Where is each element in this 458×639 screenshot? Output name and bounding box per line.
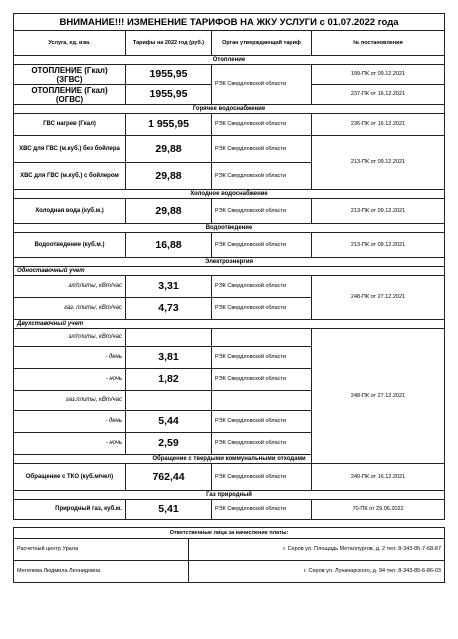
service-cell: Обращение с ТКО (куб.м/чел) [14,464,126,491]
contact-address: г. Серов ул. Площадь Металлургов, д. 2 тел: 8-343-85-7-68-87 [189,539,445,561]
section-sewage: Водоотведение [14,224,445,233]
header-decree: № постановления [312,31,445,56]
contact-name: Метелева Людмила Леонидовна [14,561,189,583]
tariff-value: 1 955,95 [126,114,212,136]
authority-cell: РЭК Свердловской области [212,276,312,298]
tariff-value: 5,41 [126,500,212,520]
table-row [14,464,445,491]
authority-cell: РЭК Свердловской области [212,433,312,455]
contact-address: г. Серов ул. Луначарского, д. 94 тел: 8-343-85-6-86-03 [189,561,445,583]
table-row [14,114,445,136]
decree-cell: 248-ПК от 27.12.2021 [312,329,445,464]
decree-cell: 248-ПК от 27.12.2021 [312,276,445,320]
tariff-value: 29,88 [126,199,212,224]
authority-cell: РЭК Свердловской области [212,136,312,163]
service-cell: - день [14,347,126,369]
tariff-value: 3,81 [126,347,212,369]
tariff-value: 2,59 [126,433,212,455]
service-cell: эл/плиты, кВт/час [14,329,126,347]
service-cell: ОТОПЛЕНИЕ (Гкал) (ОГВС) [14,85,126,105]
tariff-value: 16,88 [126,233,212,258]
decree-cell: 213-ПК от 09.12.2021 [312,136,445,190]
table-row [14,500,445,520]
table-row [14,199,445,224]
decree-cell: 213-ПК от 09.12.2021 [312,233,445,258]
section-heating: Отопление [14,56,445,65]
authority-cell: РЭК Свердловской области [212,369,312,391]
single-rate-label: Одноставочный учет [14,267,445,276]
tariff-value: 3,31 [126,276,212,298]
table-row [14,233,445,258]
tariff-value: 29,88 [126,163,212,190]
tariff-value: 29,88 [126,136,212,163]
authority-cell: РЭК Свердловской области [212,464,312,491]
service-cell: - ночь [14,433,126,455]
authority-cell: РЭК Свердловской области [212,114,312,136]
header-tariff: Тарифы на 2022 год (руб.) [126,31,212,56]
service-cell: ХВС для ГВС (м.куб.) без бойлера [14,136,126,163]
decree-cell: 70-ПК от 29.06.2022 [312,500,445,520]
authority-cell: РЭК Свердловской области [212,65,312,105]
table-row [14,65,445,85]
tariff-value: 1,82 [126,369,212,391]
section-electricity: Электроэнергия [14,258,445,267]
page-title: ВНИМАНИЕ!!! ИЗМЕНЕНИЕ ТАРИФОВ НА ЖКУ УСЛУГИ с 01.07.2022 года [14,14,445,31]
decree-cell: 237-ПК от 16.12.2021 [312,85,445,105]
authority-cell: РЭК Свердловской области [212,163,312,190]
service-cell: эл/плиты, кВт/час [14,276,126,298]
table-header [14,31,445,56]
service-cell: ГВС нагрев (Гкал) [14,114,126,136]
authority-cell: РЭК Свердловской области [212,500,312,520]
tariff-value: 762,44 [126,464,212,491]
service-cell: Водоотведение (куб.м.) [14,233,126,258]
table-row [14,267,445,276]
decree-cell: 199-ПК от 09.12.2021 [312,65,445,85]
service-cell: - ночь [14,369,126,391]
authority-cell: РЭК Свердловской области [212,233,312,258]
section-hot-water: Горячее водоснабжение [14,105,445,114]
tariff-notice [13,13,444,583]
section-waste: Обращение с твердыми коммунальными отходами [14,455,445,464]
contact-name: Расчетный центр Урала [14,539,189,561]
section-cold-water: Холодное водоснабжение [14,190,445,199]
section-gas: Газ природный [14,491,445,500]
header-authority: Орган утверждающий тариф [212,31,312,56]
service-cell: Природный газ, куб.м. [14,500,126,520]
table-row [14,276,445,298]
table-row [14,329,445,347]
tariff-value: 5,44 [126,411,212,433]
authority-cell: РЭК Свердловской области [212,298,312,320]
service-cell: - день [14,411,126,433]
dual-rate-label: Двухставочный учет [14,320,445,329]
authority-cell: РЭК Свердловской области [212,411,312,433]
service-cell: газ.плиты, кВт/час [14,391,126,411]
tariff-value: 1955,95 [126,65,212,85]
tariff-value: 4,73 [126,298,212,320]
authority-cell: РЭК Свердловской области [212,347,312,369]
authority-cell: РЭК Свердловской области [212,199,312,224]
table-row [14,320,445,329]
service-cell: газ. плиты, кВт/час [14,298,126,320]
decree-cell: 240-ПК от 16.12.2021 [312,464,445,491]
tariff-table [13,13,445,520]
contacts-table [13,527,445,583]
contacts-heading: Ответственные лица за начисление платы: [14,528,445,539]
tariff-value: 1955,95 [126,85,212,105]
service-cell: ХВС для ГВС (м.куб.) с бойлером [14,163,126,190]
decree-cell: 236-ПК от 16.12.2021 [312,114,445,136]
decree-cell: 213-ПК от 09.12.2021 [312,199,445,224]
header-service: Услуга, ед. изм. [14,31,126,56]
service-cell: ОТОПЛЕНИЕ (Гкал) (ЗГВС) [14,65,126,85]
service-cell: Холодная вода (куб.м.) [14,199,126,224]
table-row [14,136,445,163]
contact-row [14,561,445,583]
contact-row [14,539,445,561]
